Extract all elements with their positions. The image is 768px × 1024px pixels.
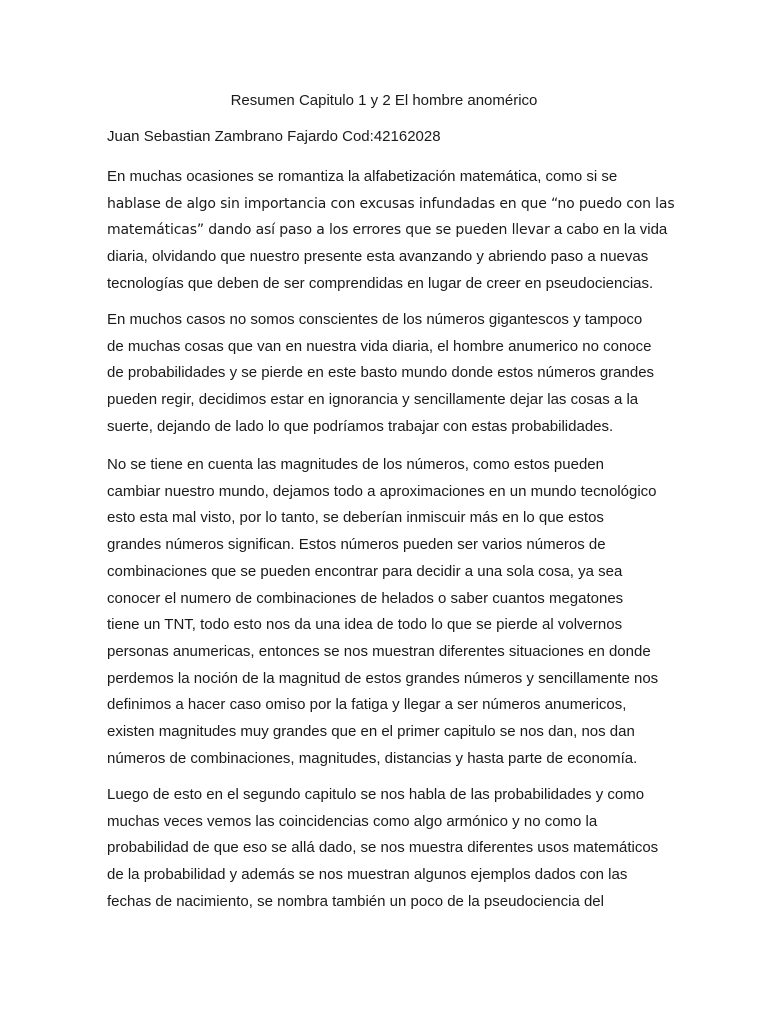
text-segment: matemáticas” dando así paso a los errores que se pueden llevar (107, 222, 550, 239)
paragraph-2-line: de muchas cosas que van en nuestra vida diaria, el hombre anumerico no conoce (107, 337, 652, 355)
paragraph-1-line (107, 194, 675, 214)
paragraph-3-line: números de combinaciones, magnitudes, distancias y hasta parte de economía. (107, 749, 638, 767)
paragraph-3-line: definimos a hacer caso omiso por la fatiga y llegar a ser números anumericos, (107, 696, 627, 714)
document-title: Resumen Capitulo 1 y 2 El hombre anomérico (230, 92, 538, 109)
text-segment: hablase de algo sin importancia con excusas infundadas en que “no puedo con las (107, 195, 675, 212)
paragraph-3-line: esto esta mal visto, por lo tanto, se deberían inmiscuir más en lo que estos (107, 509, 604, 527)
paragraph-2-line: de probabilidades y se pierde en este basto mundo donde estos números grandes (107, 364, 655, 382)
paragraph-4-line: muchas veces vemos las coincidencias como algo armónico y no como la (107, 812, 598, 830)
paragraph-3-line: grandes números significan. Estos números pueden ser varios números de (107, 536, 606, 554)
paragraph-4-line: de la probabilidad y además se nos muestran algunos ejemplos dados con las (107, 866, 628, 884)
paragraph-4-line: fechas de nacimiento, se nombra también un poco de la pseudociencia del (107, 892, 604, 910)
paragraph-3-line: conocer el numero de combinaciones de helados o saber cuantos megatones (107, 589, 624, 607)
paragraph-3-line: personas anumericas, entonces se nos muestran diferentes situaciones en donde (107, 642, 651, 660)
author-line: Juan Sebastian Zambrano Fajardo Cod:42162028 (107, 128, 441, 145)
paragraph-3-line: No se tiene en cuenta las magnitudes de los números, como estos pueden (107, 456, 604, 473)
paragraph-2-line: pueden regir, decidimos estar en ignorancia y sencillamente dejar las cosas a la (107, 391, 639, 409)
paragraph-4-line: probabilidad de que eso se allá dado, se nos muestra diferentes usos matemáticos (107, 839, 659, 857)
paragraph-3-line: cambiar nuestro mundo, dejamos todo a aproximaciones en un mundo tecnológico (107, 482, 657, 500)
paragraph-1-line: tecnologías que deben de ser comprendidas en lugar de creer en pseudociencias. (107, 274, 654, 292)
paragraph-3-line: perdemos la noción de la magnitud de estos grandes números y sencillamente nos (107, 669, 659, 687)
paragraph-2-line: suerte, dejando de lado lo que podríamos trabajar con estas probabilidades. (107, 417, 614, 435)
paragraph-1-line: diaria, olvidando que nuestro presente esta avanzando y abriendo paso a nuevas (107, 248, 649, 266)
paragraph-3-line: tiene un TNT, todo esto nos da una idea de todo lo que se pierde al volvernos (107, 616, 623, 634)
paragraph-3-line: combinaciones que se pueden encontrar para decidir a una sola cosa, ya sea (107, 562, 623, 580)
paragraph-1-line: En muchas ocasiones se romantiza la alfabetización matemática, como si se (107, 168, 618, 185)
paragraph-4-line: Luego de esto en el segundo capitulo se nos habla de las probabilidades y como (107, 786, 645, 803)
text-segment: a cabo en la vida (549, 221, 668, 239)
paragraph-3-line: existen magnitudes muy grandes que en el primer capitulo se nos dan, nos dan (107, 723, 635, 740)
paragraph-2-line: En muchos casos no somos conscientes de los números gigantescos y tampoco (107, 311, 643, 328)
paragraph-1-line (107, 220, 667, 240)
